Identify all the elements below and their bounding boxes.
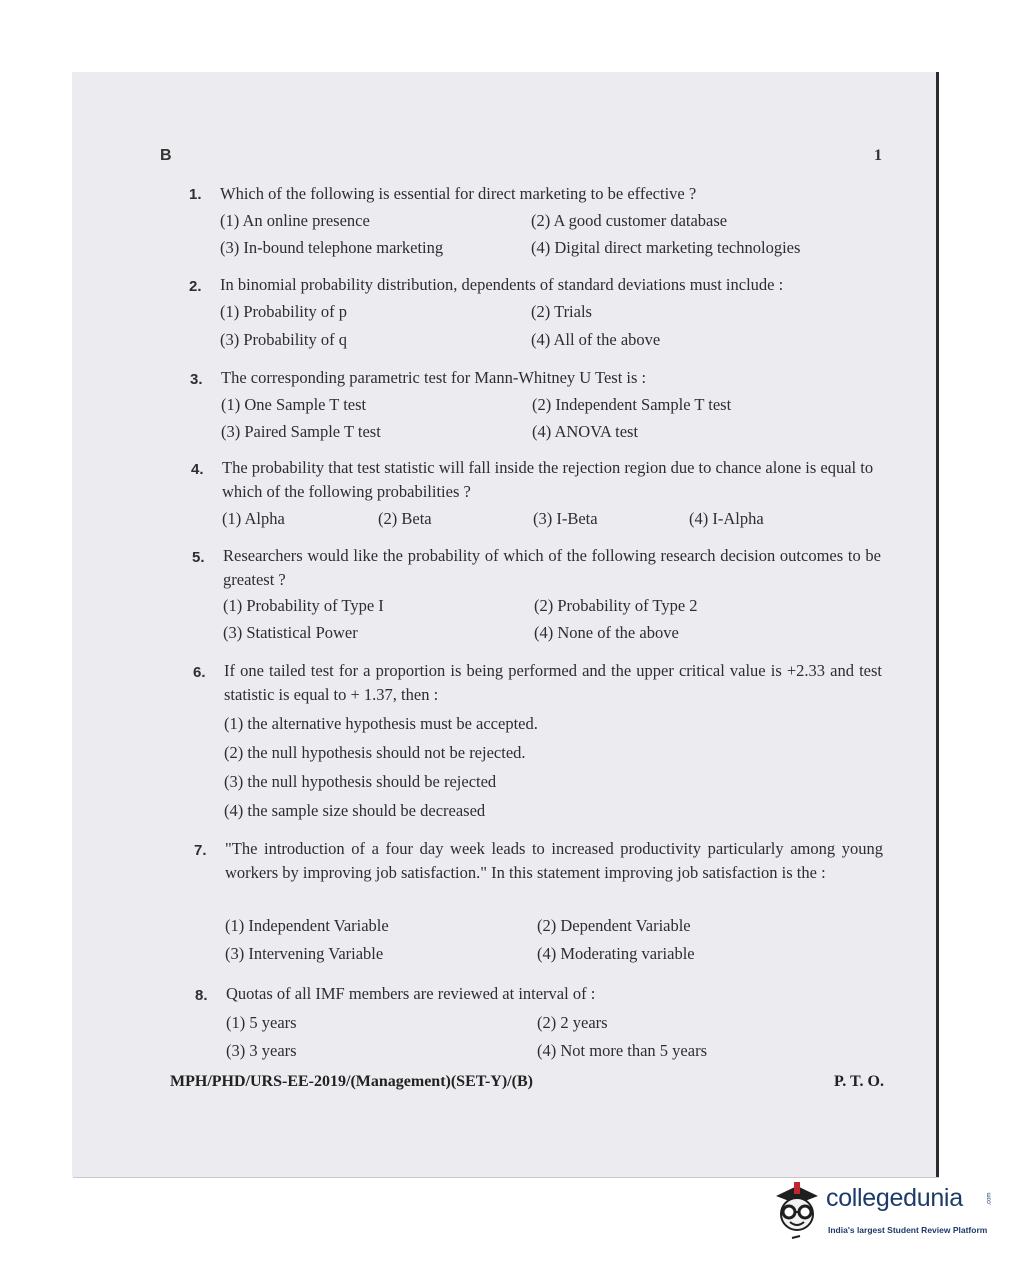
set-label: B: [160, 147, 172, 164]
question-5-option-1: (1) Probability of Type I: [223, 596, 384, 615]
question-8-text: Quotas of all IMF members are reviewed at interval of :: [226, 984, 596, 1003]
question-1-option-3: (3) In-bound telephone marketing: [220, 238, 444, 257]
question-7-option-2: (2) Dependent Variable: [537, 916, 691, 935]
question-7-option-1: (1) Independent Variable: [225, 916, 389, 935]
question-7-option-3: (3) Intervening Variable: [225, 944, 384, 963]
question-1-option-4: (4) Digital direct marketing technologies: [531, 238, 801, 257]
question-3-number: 3.: [190, 371, 203, 388]
question-6-option-3: (3) the null hypothesis should be rejected: [224, 772, 497, 791]
question-3-option-4: (4) ANOVA test: [532, 422, 639, 441]
question-1-option-2: (2) A good customer database: [531, 211, 728, 230]
brand-tagline: India's largest Student Review Platform: [828, 1225, 988, 1235]
question-4-option-3: (3) I-Beta: [533, 509, 598, 528]
mascot-icon: [768, 1178, 826, 1242]
question-3-option-1: (1) One Sample T test: [221, 395, 367, 414]
please-turn-over: P. T. O.: [834, 1073, 884, 1090]
question-3-text: The corresponding parametric test for Mann-Whitney U Test is :: [221, 368, 647, 387]
brand-name: collegedunia: [826, 1184, 963, 1212]
collegedunia-logo[interactable]: [768, 1178, 998, 1248]
question-4-option-1: (1) Alpha: [222, 509, 285, 528]
question-4-number: 4.: [191, 461, 204, 478]
question-6-option-1: (1) the alternative hypothesis must be accepted.: [224, 714, 538, 733]
question-7-number: 7.: [194, 842, 207, 859]
question-2-option-3: (3) Probability of q: [220, 330, 347, 349]
page-number: 1: [874, 147, 882, 164]
question-1-option-1: (1) An online presence: [220, 211, 370, 230]
question-4-option-2: (2) Beta: [378, 509, 432, 528]
question-6-option-4: (4) the sample size should be decreased: [224, 801, 486, 820]
question-8-option-1: (1) 5 years: [226, 1013, 297, 1032]
question-2-option-1: (1) Probability of p: [220, 302, 347, 321]
question-7-option-4: (4) Moderating variable: [537, 944, 695, 963]
question-8-option-2: (2) 2 years: [537, 1013, 608, 1032]
paper-code: MPH/PHD/URS-EE-2019/(Management)(SET-Y)/(B): [170, 1073, 533, 1090]
question-5-option-3: (3) Statistical Power: [223, 623, 358, 642]
question-2-option-2: (2) Trials: [531, 302, 592, 321]
question-2-text: In binomial probability distribution, dependents of standard deviations must include :: [220, 275, 784, 294]
exam-sheet: [72, 72, 938, 1177]
question-5-option-2: (2) Probability of Type 2: [534, 596, 698, 615]
question-3-option-2: (2) Independent Sample T test: [532, 395, 732, 414]
question-5-number: 5.: [192, 549, 205, 566]
question-8-option-4: (4) Not more than 5 years: [537, 1041, 707, 1060]
question-4-option-4: (4) I-Alpha: [689, 509, 764, 528]
question-3-option-3: (3) Paired Sample T test: [221, 422, 381, 441]
sheet-edge: [936, 72, 939, 1177]
question-1-number: 1.: [189, 186, 202, 203]
question-8-option-3: (3) 3 years: [226, 1041, 297, 1060]
question-6-number: 6.: [193, 664, 206, 681]
question-6-text: If one tailed test for a proportion is being performed and the upper critical value is +2.33 and test statistic is equal to + 1.37, then :: [224, 661, 882, 704]
question-2-option-4: (4) All of the above: [531, 330, 661, 349]
question-4-text: The probability that test statistic will fall inside the rejection region due to chance alone is equal to which of the following probabilities ?: [222, 458, 874, 501]
question-5-option-4: (4) None of the above: [534, 623, 679, 642]
question-6-option-2: (2) the null hypothesis should not be rejected.: [224, 743, 526, 762]
question-2-number: 2.: [189, 278, 202, 295]
question-7-text: "The introduction of a four day week leads to increased productivity particularly among young workers by improving job satisfaction." In this statement improving job satisfaction is the :: [225, 839, 883, 882]
brand-domain: .com: [986, 1192, 993, 1206]
question-5-text: Researchers would like the probability of which of the following research decision outcomes to be greatest ?: [223, 546, 881, 589]
question-8-number: 8.: [195, 987, 208, 1004]
question-1-text: Which of the following is essential for direct marketing to be effective ?: [220, 184, 697, 203]
